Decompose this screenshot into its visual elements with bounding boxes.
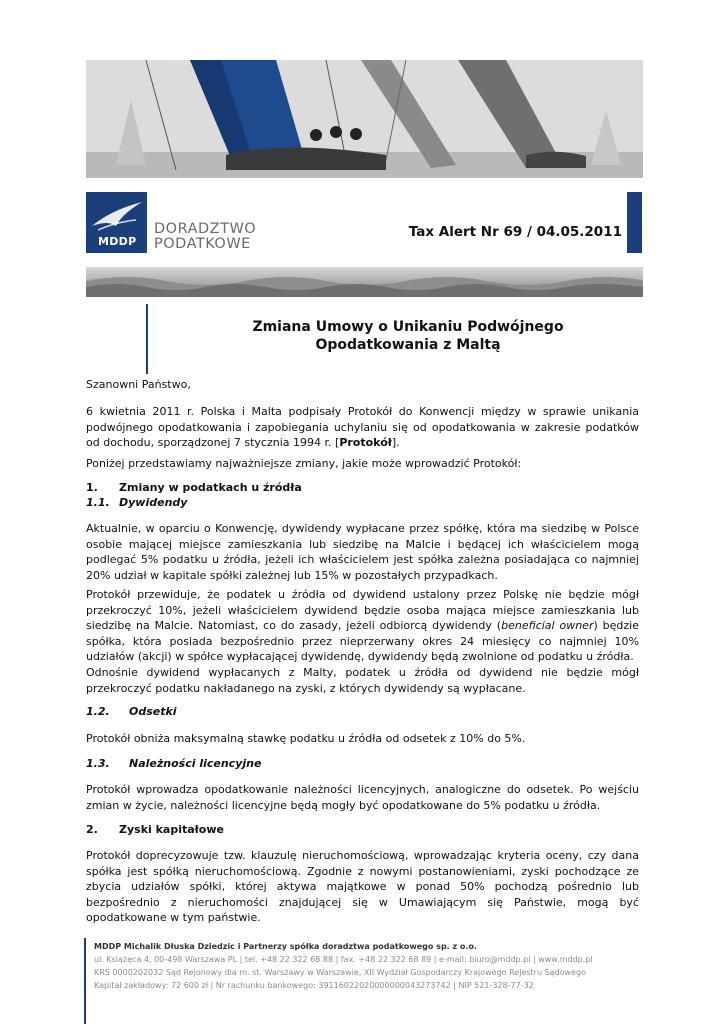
protokol-term: Protokół [339, 436, 392, 450]
title-accent-line [146, 304, 148, 374]
header-accent-bar [627, 192, 642, 253]
beneficial-owner-term: beneficial owner [501, 619, 594, 633]
royalties-paragraph: Protokół wprowadza opodatkowanie należności licencyjnych, analogiczne do odsetek. Po wejściu zmian w życie, należności licencyjne będą mogły być opodatkowane do 5% podatku u źródła. [86, 783, 639, 812]
capital-gains-paragraph: Protokół doprecyzowuje tzw. klauzulę nieruchomościową, wprowadzając kryteria oceny, czy dana spółka jest spółką nieruchomościową. Zgodnie z nowymi postanowieniami, zyski pochodzące ze zbycia udziałów spółki, której aktywa majątkowe w ponad 50% pochodzą pośrednio lub bezpośrednio z nieruchomości znajdującej się w Umawiającym się Państwie, mogą być opodatkowane w tym państwie. [86, 849, 639, 925]
title-line-1: Zmiana Umowy o Unikaniu Podwójnego [252, 319, 564, 335]
section-title: Odsetki [129, 705, 177, 718]
footer-contact: ul. Książęca 4, 00-498 Warszawa PL | tel. +48 22 322 68 88 | fax. +48 22 322 68 89 | e-mail: biuro@mddp.pl | www.mddp.pl [94, 955, 593, 964]
sea-wave-image [86, 267, 643, 297]
section-1-3-heading [86, 756, 639, 772]
brand-name [154, 222, 256, 252]
tax-alert-title: Tax Alert Nr 69 / 04.05.2011 [408, 224, 622, 240]
lead-paragraph: Poniżej przedstawiamy najważniejsze zmiany, jakie może wprowadzić Protokół: [86, 457, 522, 470]
greeting: Szanowni Państwo, [86, 378, 191, 391]
dividends-paragraph-2 [86, 587, 639, 665]
section-1-1-heading [86, 495, 639, 511]
brand-line-2: PODATKOWE [154, 236, 251, 252]
footer-accent-bar [84, 938, 86, 1024]
dividends-text-b: ) będzie spółka, która posiada bezpośrednio przez nieprzerwany okres 24 miesięcy co najmniej 10% udziałów (akcji) w spółce wypłacającej dywidendę, dywidendy będą zwolnione od podatku u źródła. [86, 619, 640, 664]
brand-line-1: DORADZTWO [154, 221, 257, 237]
section-title: Dywidendy [119, 496, 188, 509]
intro-end: ]. [391, 436, 400, 450]
footer-capital: Kapitał zakładowy: 72 600 zł | Nr rachunku bankowego: 39116022020000000043273742 | NIP 521-328-77-32 [94, 981, 534, 990]
section-2-heading [86, 822, 639, 838]
title-line-2: Opodatkowania z Maltą [315, 337, 501, 353]
section-title: Należności licencyjne [129, 757, 262, 770]
dividends-text-a: Protokół przewiduje, że podatek u źródła od dywidend ustalony przez Polskę nie będzie mógł przekroczyć 10%, jeżeli właścicielem dywidend będzie osoba mająca miejsce zamieszkania lub siedzibę na Malcie. Natomiast, co do zasady, jeżeli odbiorcą dywidendy ( [86, 588, 639, 633]
footer-company: MDDP Michalik Dłuska Dziedzic i Partnerzy spółka doradztwa podatkowego sp. z o.o. [94, 942, 477, 951]
hero-sailing-image [86, 60, 643, 178]
dividends-paragraph-1: Aktualnie, w oparciu o Konwencję, dywidendy wypłacane przez spółkę, która ma siedzibę w Polsce osobie mającej miejsce zamieszkania lub siedzibę na Malcie i będącej ich właścicielem mogą podlegać 5% podatku u źródła, jeżeli ich właścicielem jest spółka zależna posiadająca co najmniej 20% udział w kapitale spółki zależnej lub 15% w pozostałych przypadkach. [86, 522, 639, 582]
section-1-2-heading [86, 704, 639, 720]
mddp-logo [86, 192, 147, 253]
section-1-heading [86, 480, 639, 496]
section-number: 1.1. [86, 496, 110, 509]
section-number: 2. [86, 823, 98, 836]
section-number: 1.3. [86, 757, 110, 770]
section-number: 1. [86, 481, 98, 494]
section-number: 1.2. [86, 705, 110, 718]
dividends-paragraph-3: Odnośnie dywidend wypłacanych z Malty, podatek u źródła od dywidend nie będzie mógł przekroczyć podatku nakładanego na zyski, z których dywidendy są wypłacane. [86, 666, 639, 695]
section-title: Zmiany w podatkach u źródła [119, 481, 302, 494]
document-title [160, 318, 656, 354]
interest-paragraph: Protokół obniża maksymalną stawkę podatku u źródła od odsetek z 10% do 5%. [86, 732, 526, 745]
intro-paragraph [86, 404, 639, 451]
footer [94, 940, 654, 992]
logo-text: MDDP [98, 235, 137, 248]
intro-text: 6 kwietnia 2011 r. Polska i Malta podpisały Protokół do Konwencji między w sprawie unikania podwójnego opodatkowania i zapobiegania uchylaniu się od opodatkowania w zakresie podatków od dochodu, sporządzonej 7 stycznia 1994 r. [ [86, 405, 639, 450]
section-title: Zyski kapitałowe [119, 823, 224, 836]
footer-registry: KRS 0000202032 Sąd Rejonowy dla m. st. Warszawy w Warszawie, XII Wydział Gospodarczy Krajowego Rejestru Sądowego [94, 968, 586, 977]
